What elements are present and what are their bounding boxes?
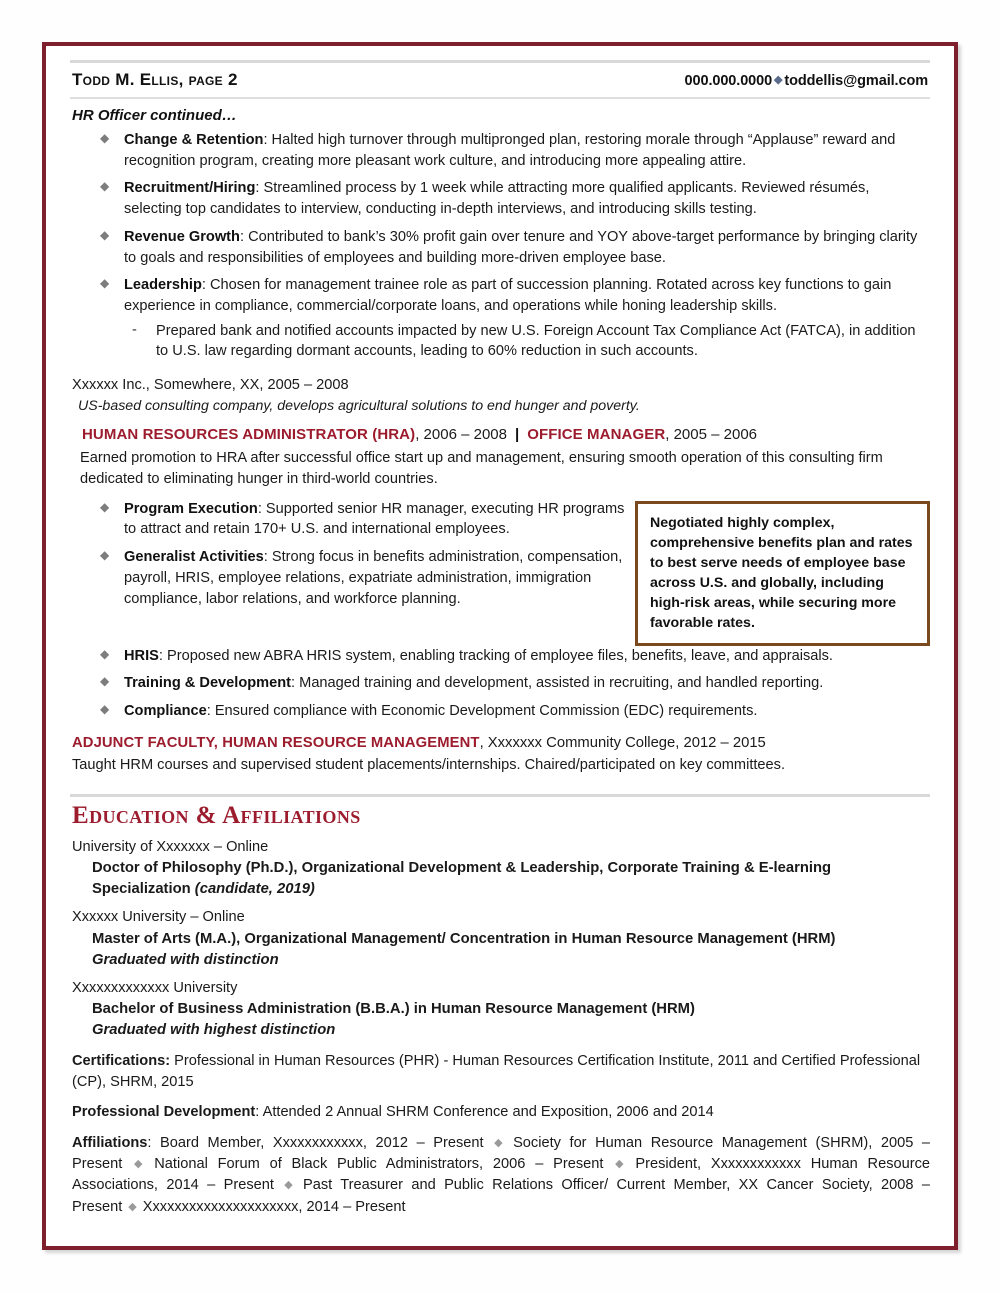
certifications-line [72,1051,930,1092]
bullet-text: : Chosen for management trainee role as part of succession planning. Rotated across key functions to gain experience in compliance, commercial/corporate loans, and operations while honing leadership skills. [124,277,892,315]
adjunct-faculty-line [72,733,930,754]
degree-title: Master of Arts (M.A.), Organizational Management/ Concentration in Human Resource Management (HRM) [92,930,836,947]
degree-line [92,858,930,900]
list-item [70,130,930,171]
bullet-label: Compliance [124,703,207,720]
school-name: Xxxxxxxxxxxxx University [72,979,238,996]
list-item [70,499,625,540]
resume-content [46,46,954,1246]
continued-label: HR Officer continued… [72,107,237,124]
diamond-separator-icon: ◆ [609,1158,630,1171]
leadership-sub-list [124,321,930,362]
bullet-text: : Ensured compliance with Economic Development Commission (EDC) requirements. [206,703,758,720]
affiliation-item: National Forum of Black Public Administrators, 2006 – Present [154,1156,604,1173]
role-summary: Earned promotion to HRA after successful office start up and management, ensuring smooth operation of this consulting firm dedicated to eliminating hunger in third-world countries. [80,450,883,487]
diamond-separator-icon: ◆ [489,1137,508,1150]
school-name: Xxxxxx University – Online [72,909,245,926]
bullet-text: : Proposed new ABRA HRIS system, enabling tracking of employee files, benefits, leave, and appraisals. [158,647,833,664]
diamond-bullet-icon: ◆ [100,702,110,717]
list-item [70,275,930,362]
affiliation-item: : Board Member, Xxxxxxxxxxxx, 2012 – Present [147,1135,484,1152]
bullet-label: Recruitment/Hiring [124,180,256,197]
diamond-icon: ◆ [774,74,783,86]
diamond-bullet-icon: ◆ [100,179,110,194]
degree-title: Bachelor of Business Administration (B.B.A.) in Human Resource Management (HRM) [92,1000,695,1017]
job-title-primary: HUMAN RESOURCES ADMINISTRATOR (HRA) [82,426,416,444]
sub-list-item [124,321,930,362]
highlight-callout-box: Negotiated highly complex, comprehensive benefits plan and rates to best serve needs of employee base across U.S. and globally, including high-risk areas, while securing more favorable rates. [635,501,930,646]
list-item [70,646,930,667]
hr-officer-bullet-list [70,130,930,362]
bullet-text: : Contributed to bank’s 30% profit gain over tenure and YOY above-target performance by bringing clarity to goals and responsibilities of employees and building more-driven employee base. [124,228,918,266]
diamond-separator-icon: ◆ [279,1179,297,1192]
page-section-title: Education & Affiliations [72,802,361,830]
affiliation-item: President, Xxxxxxxxxxxx Human Resource Associations, 2014 – Present [72,1156,930,1194]
adjunct-description: Taught HRM courses and supervised student placements/internships. Chaired/participated on key committees. [72,757,786,774]
title-separator: | [514,426,520,444]
certifications-value: Professional in Human Resources (PHR) - Human Resources Certification Institute, 2011 and Certified Professional (CP), SHRM, 2015 [72,1052,921,1090]
list-item [70,701,930,722]
page-header [70,63,930,97]
degree-honors: Graduated with distinction [92,951,279,968]
adjunct-detail: , Xxxxxxx Community College, 2012 – 2015 [479,734,766,751]
degree-line [92,929,930,950]
header-phone: 000.000.0000 [684,73,773,89]
school-name: University of Xxxxxxx – Online [72,838,269,855]
affiliation-item: Society for Human Resource Management (SHRM), 2005 – Present [72,1135,931,1173]
job-titles-line [82,424,930,446]
dash-bullet-icon: - [132,321,137,338]
job-dates-secondary: , 2005 – 2006 [665,426,758,444]
affiliations-label: Affiliations [72,1135,148,1152]
bullet-text: : Supported senior HR manager, executing HR programs to attract and retain 170+ U.S. and international employees. [124,500,625,538]
bullet-label: Program Execution [124,500,258,517]
affiliation-item: Xxxxxxxxxxxxxxxxxxxxx, 2014 – Present [142,1198,406,1215]
bullet-text: : Strong focus in benefits administration, compensation, payroll, HRIS, employee relations, expatriate administration, immigration compliance, labor relations, and workforce planning. [124,549,623,607]
list-item [70,547,625,609]
job-dates-primary: , 2006 – 2008 [415,426,507,444]
professional-development-line [72,1102,930,1123]
adjunct-title: ADJUNCT FACULTY, HUMAN RESOURCE MANAGEMENT [72,734,480,751]
bullet-label: Training & Development [124,675,292,692]
diamond-bullet-icon: ◆ [100,674,110,689]
header-rule-bottom [70,97,930,99]
degree-note: (candidate, 2019) [190,881,315,898]
employer-description: US-based consulting company, develops agricultural solutions to end hunger and poverty. [78,397,640,414]
list-item [70,673,930,694]
job-title-secondary: OFFICE MANAGER [527,426,666,444]
affiliations-paragraph [72,1133,930,1218]
affiliation-item: Past Treasurer and Public Relations Officer/ Current Member, XX Cancer Society, 2008 – Present [72,1177,930,1215]
bullet-label: HRIS [124,647,159,664]
degree-honors: Graduated with highest distinction [92,1021,336,1038]
header-contact [685,73,928,89]
bullet-label: Change & Retention [124,132,264,148]
certifications-label: Certifications: [72,1052,171,1069]
hra-bullet-list-full [70,646,930,722]
bullet-text: : Managed training and development, assisted in recruiting, and handled reporting. [291,675,824,692]
bullet-label: Revenue Growth [124,228,240,245]
list-item [70,227,930,268]
diamond-bullet-icon: ◆ [100,227,110,242]
professional-development-value: : Attended 2 Annual SHRM Conference and Exposition, 2006 and 2014 [255,1104,714,1121]
diamond-bullet-icon: ◆ [100,646,110,661]
hra-bullets-column [70,499,625,617]
list-item [70,178,930,219]
degree-line [92,999,930,1020]
header-email[interactable]: toddellis@gmail.com [784,73,928,89]
bullet-label: Leadership [124,277,202,294]
bullet-text: : Streamlined process by 1 week while attracting more qualified applicants. Reviewed résumés, selecting top candidates to interview, conducting in-depth interviews, and introducing skills testing. [124,180,870,218]
hra-bullet-list-left [70,499,625,610]
diamond-bullet-icon: ◆ [100,548,110,563]
diamond-bullet-icon: ◆ [100,131,110,145]
bullet-text: : Halted high turnover through multipronged plan, restoring morale through “Applause” reward and recognition program, creating more pleasant work culture, and introducing more appealing attire. [124,132,896,169]
header-name-page: Todd M. Ellis, page 2 [72,70,238,89]
callout-column [625,499,930,646]
professional-development-label: Professional Development [72,1104,256,1121]
diamond-separator-icon: ◆ [128,1200,137,1213]
bullet-label: Generalist Activities [124,549,264,566]
diamond-separator-icon: ◆ [128,1158,149,1171]
degree-title: Doctor of Philosophy (Ph.D.), Organizational Development & Leadership, Corporate Training & E-learning Specialization [92,860,832,898]
resume-page-sheet [42,42,958,1250]
diamond-bullet-icon: ◆ [100,276,110,291]
employer-line: Xxxxxx Inc., Somewhere, XX, 2005 – 2008 [72,377,349,394]
sub-bullet-text: Prepared bank and notified accounts impacted by new U.S. Foreign Account Tax Compliance Act (FATCA), in addition to U.S. law regarding dormant accounts, leading to 60% reduction in such accounts. [156,322,916,360]
section-divider-rule [70,794,930,797]
diamond-bullet-icon: ◆ [100,499,110,514]
two-column-region [70,499,930,646]
